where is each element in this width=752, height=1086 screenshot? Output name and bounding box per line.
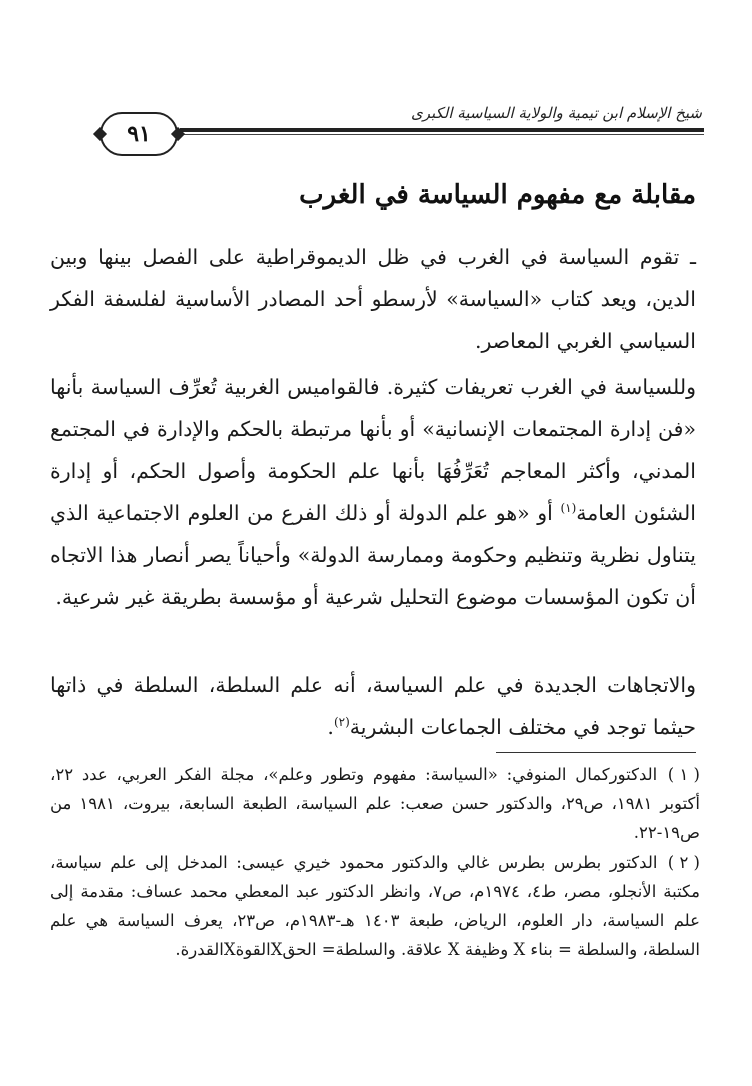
footnote-reference[interactable]: (١) xyxy=(560,501,577,516)
paragraph-text: أو «هو علم الدولة أو ذلك الفرع من العلوم الاجتماعية الذي يتناول نظرية وتنظيم وحكومة وممارسة الدولة» وأحياناً يصر أنصار هذا الاتجاه أن تكون المؤسسات موضوع التحليل شرعية أو مؤسسة بطريقة غير شرعية. xyxy=(50,501,696,609)
running-head: شيخ الإسلام ابن تيمية والولاية السياسية الكبرى xyxy=(410,104,702,122)
paragraph xyxy=(50,366,696,618)
section-heading: مقابلة مع مفهوم السياسة في الغرب xyxy=(299,180,696,210)
paragraph: والاتجاهات الجديدة في علم السياسة، أنه علم السلطة، السلطة في ذاتها حيثما توجد في مختلف الجماعات البشرية$^{(٢)}$. xyxy=(50,673,696,739)
page-number: ٩١ xyxy=(127,121,151,147)
footnote-marker: ( ٢ ) xyxy=(667,853,700,872)
header-rule xyxy=(180,128,704,132)
paragraph-text: ـ تقوم السياسة في الغرب في ظل الديموقراطية على الفصل بينها وبين الدين، ويعد كتاب «السياسة» لأرسطو أحد المصادر الأساسية لفلسفة الفكر السياسي الغربي المعاصر. xyxy=(50,245,696,353)
footnote xyxy=(50,848,700,964)
paragraph-text: والاتجاهات الجديدة في علم السياسة، أنه علم السلطة، السلطة في ذاتها حيثما توجد في مختلف الجماعات البشرية xyxy=(50,673,696,739)
footnote-reference[interactable]: (٢) xyxy=(333,715,350,730)
footnote-text: الدكتور بطرس بطرس غالي والدكتور محمود خيري عيسى: المدخل إلى علم سياسة، مكتبة الأنجلو، مصر، ط٤، ١٩٧٤م، ص٧، وانظر الدكتور عبد المعطي محمد عساف: مقدمة إلى علم السياسة، دار العلوم، الرياض، طبعة ١٤٠٣ هـ-١٩٨٣م، ص٢٣، يعرف السياسة هي علم السلطة، والسلطة = بناء X وظيفة X علاقة. والسلطة= الحقXالقوةXالقدرة. xyxy=(50,853,701,959)
footnote-divider xyxy=(496,752,696,753)
header-rule-thin xyxy=(180,134,704,135)
footnote xyxy=(50,760,700,847)
paragraph-text: وللسياسة في الغرب تعريفات كثيرة. فالقواميس الغربية تُعرِّف السياسة بأنها «فن إدارة المجتمعات الإنسانية» أو بأنها مرتبطة بالحكم والإدارة في المجتمع المدني، وأكثر المعاجم تُعَرِّفُهَا بأنها علم الحكومة وأصول الحكم، أو إدارة الشئون العامة xyxy=(50,375,696,525)
footnote-marker: ( ١ ) xyxy=(667,765,700,784)
paragraph xyxy=(50,236,696,362)
page-number-frame xyxy=(100,112,178,156)
footnote-text: الدكتوركمال المنوفي: «السياسة: مفهوم وتطور وعلم»، مجلة الفكر العربي، عدد ٢٢، أكتوبر ١٩٨١، ص٢٩، والدكتور حسن صعب: علم السياسة، الطبعة السابعة، بيروت، ١٩٨١ من ص١٩-٢٢. xyxy=(50,765,700,842)
